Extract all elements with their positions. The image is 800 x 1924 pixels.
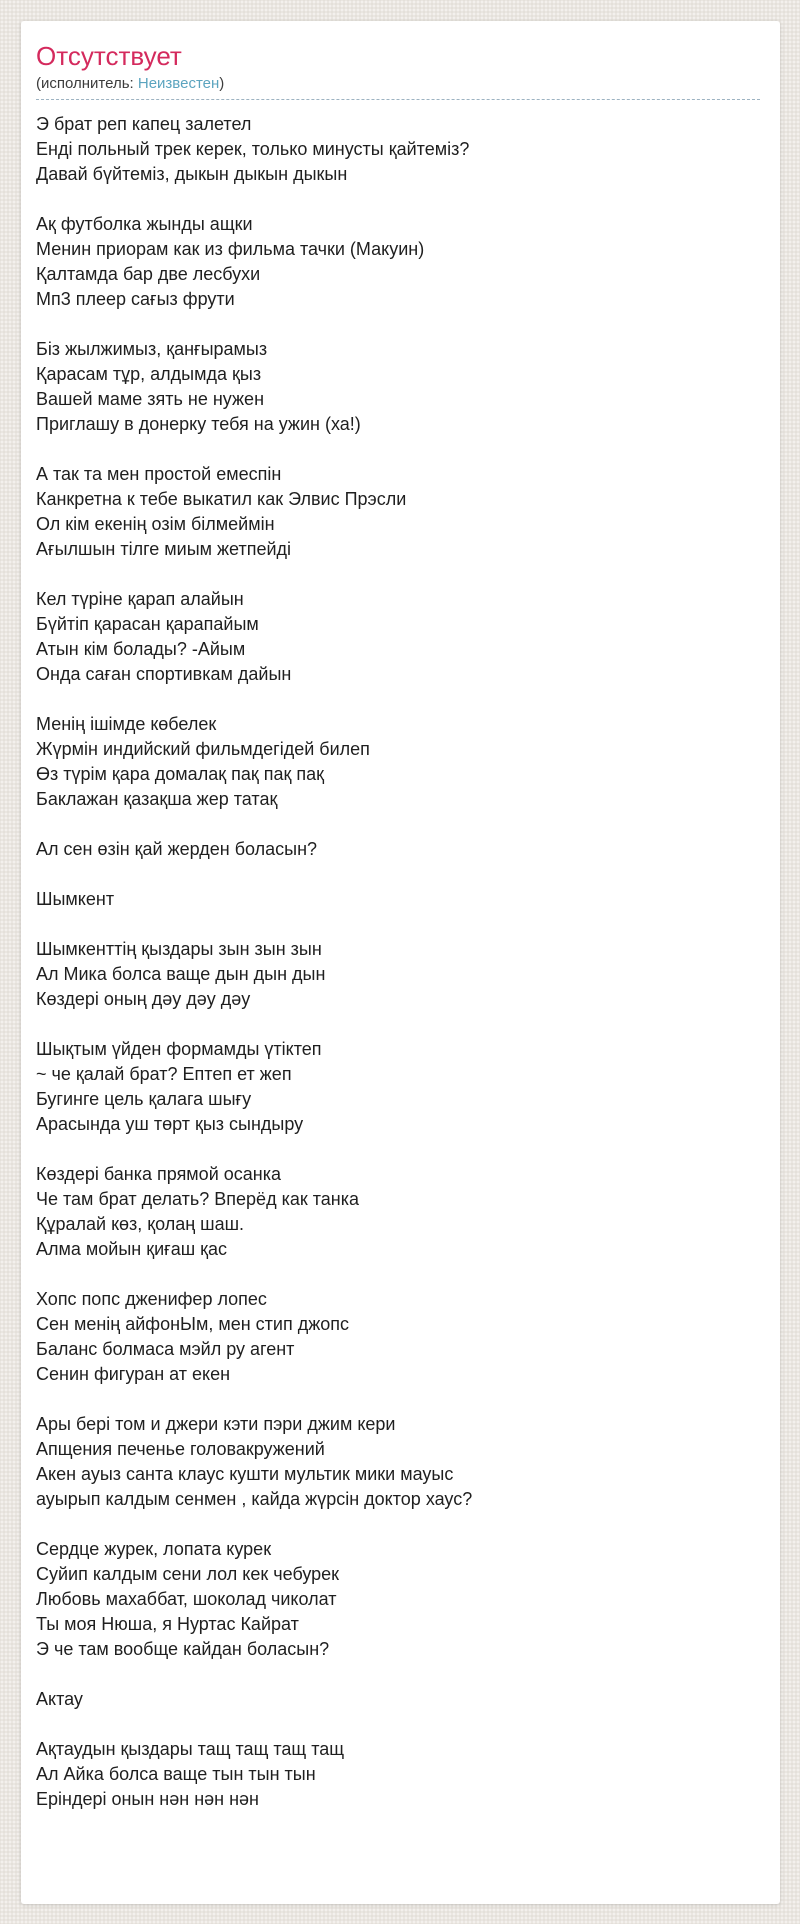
lyric-line: Еріндері онын нән нән нән bbox=[36, 1788, 259, 1809]
stanza bbox=[36, 837, 760, 862]
lyric-line: Ал Айка болса ваще тын тын тын bbox=[36, 1763, 316, 1784]
lyric-line: Көздері оның дәу дәу дәу bbox=[36, 988, 251, 1009]
lyric-line: Ақтаудын қыздары тащ тащ тащ тащ bbox=[36, 1738, 345, 1759]
lyric-line: Апщения печенье головакружений bbox=[36, 1438, 325, 1459]
lyric-line: Жүрмін индийский фильмдегідей билеп bbox=[36, 738, 370, 759]
stanza bbox=[36, 1162, 760, 1262]
stanza bbox=[36, 1412, 760, 1512]
lyric-line: Вашей маме зять не нужен bbox=[36, 388, 265, 409]
lyric-line: Давай бүйтеміз, дыкын дыкын дыкын bbox=[36, 163, 348, 184]
lyric-line: Шықтым үйден формамды үтіктеп bbox=[36, 1038, 322, 1059]
lyric-line: Акен ауыз санта клаус кушти мультик мики мауыс bbox=[36, 1463, 454, 1484]
lyric-line: Мп3 плеер сағыз фрути bbox=[36, 288, 235, 309]
lyric-line: Приглашу в донерку тебя на ужин (ха!) bbox=[36, 413, 361, 434]
lyric-line: Суйип калдым сени лол кек чебурек bbox=[36, 1563, 340, 1584]
lyric-line: Сен менің айфонЫм, мен стип джопс bbox=[36, 1313, 350, 1334]
stanza bbox=[36, 937, 760, 1012]
lyric-line: Актау bbox=[36, 1688, 83, 1709]
stanza bbox=[36, 1687, 760, 1712]
stanza bbox=[36, 462, 760, 562]
lyric-line: Баланс болмаса мэйл ру агент bbox=[36, 1338, 295, 1359]
lyric-line: Онда саған спортивкам дайын bbox=[36, 663, 292, 684]
artist-line bbox=[36, 75, 760, 100]
page-title: Отсутствует bbox=[36, 41, 182, 71]
lyric-line: Бүйтіп қарасан қарапайым bbox=[36, 613, 259, 634]
lyric-line: Хопс попс дженифер лопес bbox=[36, 1288, 267, 1309]
lyric-line: Ал сен өзін қай жерден боласын? bbox=[36, 838, 318, 859]
lyric-line: Шымкенттің қыздары зын зын зын bbox=[36, 938, 322, 959]
artist-label-prefix: (исполнитель: bbox=[36, 74, 138, 92]
lyric-line: Сердце журек, лопата курек bbox=[36, 1538, 272, 1559]
lyric-line: Любовь махаббат, шоколад чиколат bbox=[36, 1588, 337, 1609]
stanza bbox=[36, 1537, 760, 1662]
stanza bbox=[36, 712, 760, 812]
lyric-line: Алма мойын қиғаш қас bbox=[36, 1238, 228, 1259]
lyric-line: Біз жылжимыз, қанғырамыз bbox=[36, 338, 268, 359]
lyric-line: Менің ішімде көбелек bbox=[36, 713, 217, 734]
lyric-line: Канкретна к тебе выкатил как Элвис Прэсли bbox=[36, 488, 407, 509]
lyric-line: Ары бері том и джери кэти пэри джим кери bbox=[36, 1413, 396, 1434]
lyric-line: Менин приорам как из фильма тачки (Макуин) bbox=[36, 238, 425, 259]
lyric-line: Атын кім болады? -Айым bbox=[36, 638, 246, 659]
lyric-line: Баклажан қазақша жер татақ bbox=[36, 788, 278, 809]
lyrics-text bbox=[36, 112, 760, 1812]
lyric-line: Өз түрім қара домалақ пақ пақ пақ bbox=[36, 763, 324, 784]
lyric-line: Э че там вообще кайдан боласын? bbox=[36, 1638, 330, 1659]
lyric-line: Қалтамда бар две лесбухи bbox=[36, 263, 261, 284]
lyric-line: Ағылшын тілге миым жетпейді bbox=[36, 538, 292, 559]
artist-label-suffix: ) bbox=[219, 74, 225, 92]
lyric-line: Шымкент bbox=[36, 888, 115, 909]
lyric-line: Бугинге цель қалага шығу bbox=[36, 1088, 252, 1109]
stanza bbox=[36, 887, 760, 912]
lyric-line: ~ че қалай брат? Ептеп ет жеп bbox=[36, 1063, 292, 1084]
lyric-line: Э брат реп капец залетел bbox=[36, 113, 252, 134]
stanza bbox=[36, 587, 760, 687]
lyric-line: А так та мен простой емеспін bbox=[36, 463, 282, 484]
lyric-line: Ты моя Нюша, я Нуртас Кайрат bbox=[36, 1613, 299, 1634]
lyric-line: Че там брат делать? Вперёд как танка bbox=[36, 1188, 360, 1209]
lyric-line: Енді польный трек керек, только минусты қайтеміз? bbox=[36, 138, 470, 159]
lyric-line: Құралай көз, қолаң шаш. bbox=[36, 1213, 245, 1234]
stanza bbox=[36, 112, 760, 187]
stanza bbox=[36, 337, 760, 437]
artist-link[interactable]: Неизвестен bbox=[137, 74, 220, 92]
stanza bbox=[36, 1037, 760, 1137]
lyric-line: Сенин фигуран ат екен bbox=[36, 1363, 231, 1384]
lyric-line: Кел түріне қарап алайын bbox=[36, 588, 244, 609]
lyric-line: ауырып калдым сенмен , кайда жүрсін доктор хаус? bbox=[36, 1488, 473, 1509]
stanza bbox=[36, 1287, 760, 1387]
lyric-line: Көздері банка прямой осанка bbox=[36, 1163, 281, 1184]
lyric-line: Арасында уш төрт қыз сындыру bbox=[36, 1113, 304, 1134]
lyric-line: Ал Мика болса ваще дын дын дын bbox=[36, 963, 326, 984]
lyric-line: Ақ футболка жынды ащки bbox=[36, 213, 253, 234]
lyric-line: Ол кім екенің озім білмеймін bbox=[36, 513, 275, 534]
stanza bbox=[36, 1737, 760, 1812]
stanza bbox=[36, 212, 760, 312]
lyric-line: Қарасам тұр, алдымда қыз bbox=[36, 363, 262, 384]
lyrics-card bbox=[21, 21, 780, 1904]
